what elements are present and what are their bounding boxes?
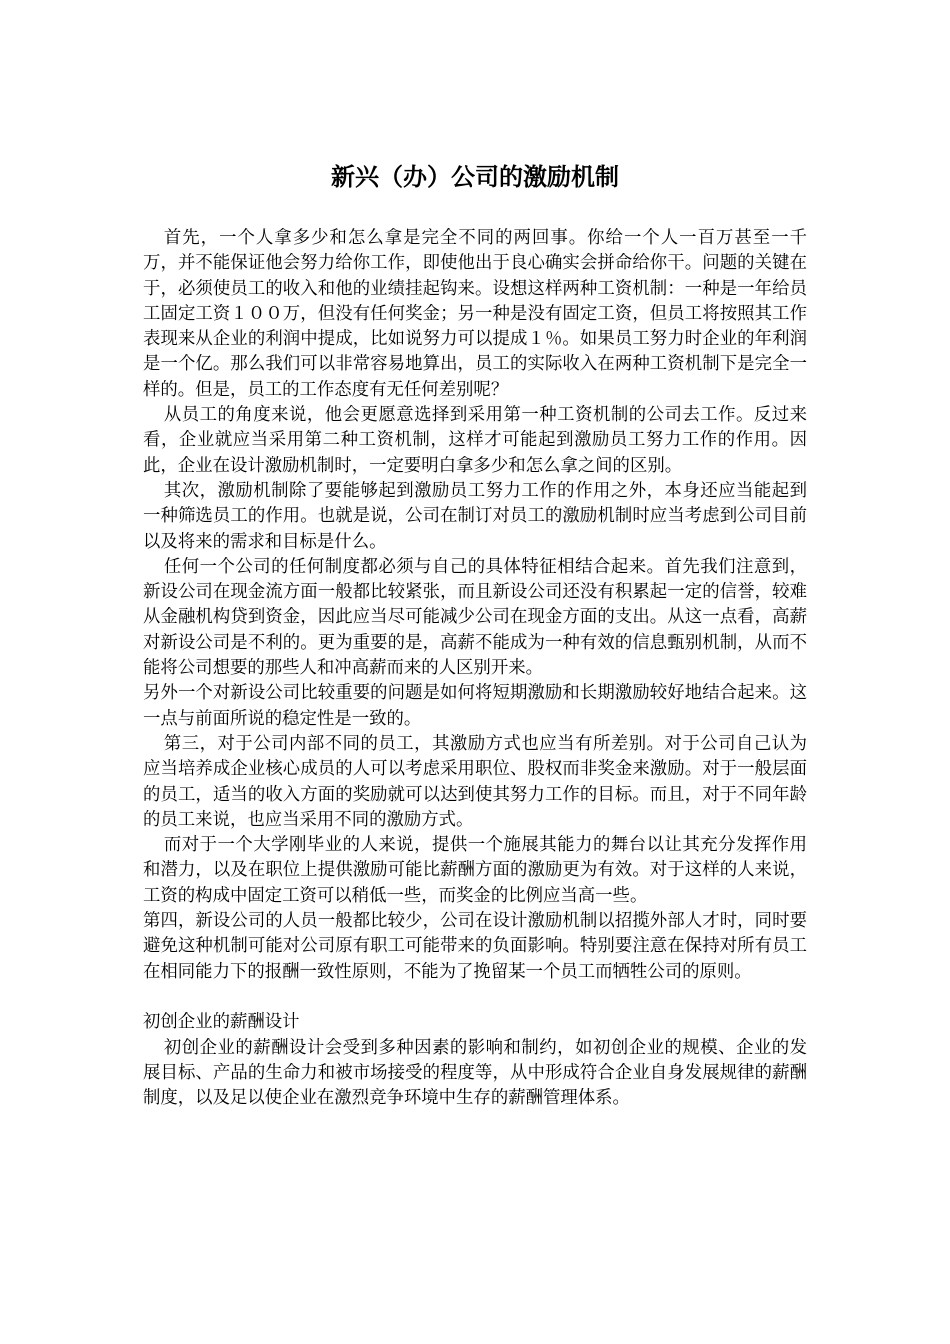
paragraph-4: 任何一个公司的任何制度都必须与自己的具体特征相结合起来。首先我们注意到，新设公司在现金流方面一般都比较紧张，而且新设公司还没有积累起一定的信誉，较难从金融机构贷到资金，因此应当尽可能减少公司在现金方面的支出。从这一点看，高薪对新设公司是不利的。更为重要的是，高薪不能成为一种有效的信息甄别机制，从而不能将公司想要的那些人和冲高薪而来的人区别开来。 (143, 556, 807, 679)
paragraph-6: 第三，对于公司内部不同的员工，其激励方式也应当有所差别。对于公司自己认为应当培养成企业核心成员的人可以考虑采用职位、股权而非奖金来激励。对于一般层面的员工，适当的收入方面的奖励就可以达到使其努力工作的目标。而且，对于不同年龄的员工来说，也应当采用不同的激励方式。 (143, 733, 807, 830)
blank-line (143, 985, 807, 1010)
paragraph-2: 从员工的角度来说，他会更愿意选择到采用第一种工资机制的公司去工作。反过来看，企业就应当采用第二种工资机制，这样才可能起到激励员工努力工作的作用。因此，企业在设计激励机制时，一定要明白拿多少和怎么拿之间的区别。 (143, 405, 807, 476)
paragraph-3: 其次，激励机制除了要能够起到激励员工努力工作的作用之外，本身还应当能起到一种筛选员工的作用。也就是说，公司在制订对员工的激励机制时应当考虑到公司目前以及将来的需求和目标是什么。 (143, 480, 807, 552)
section-heading: 初创企业的薪酬设计 (143, 1012, 300, 1033)
paragraph-5: 另外一个对新设公司比较重要的问题是如何将短期激励和长期激励较好地结合起来。这一点与前面所说的稳定性是一致的。 (143, 683, 807, 729)
paragraph-8: 第四，新设公司的人员一般都比较少，公司在设计激励机制以招揽外部人才时，同时要避免这种机制可能对公司原有职工可能带来的负面影响。特别要注意在保持对所有员工在相同能力下的报酬一致性原则，不能为了挽留某一个员工而牺牲公司的原则。 (143, 911, 807, 982)
section-paragraph: 初创企业的薪酬设计会受到多种因素的影响和制约，如初创企业的规模、企业的发展目标、产品的生命力和被市场接受的程度等，从中形成符合企业自身发展规律的薪酬制度，以及足以使企业在激烈竞争环境中生存的薪酬管理体系。 (143, 1037, 807, 1109)
paragraph-1: 首先，一个人拿多少和怎么拿是完全不同的两回事。你给一个人一百万甚至一千万，并不能保证他会努力给你工作，即使他出于良心确实会拼命给你干。问题的关键在于，必须使员工的收入和他的业绩挂起钩来。设想这样两种工资机制：一种是一年给员工固定工资１００万，但没有任何奖金；另一种是没有固定工资，但员工将按照其工作表现来从企业的利润中提成，比如说努力可以提成１％。如果员工努力时企业的年利润是一个亿。那么我们可以非常容易地算出，员工的实际收入在两种工资机制下是完全一样的。但是，员工的工作态度有无任何差别呢？ (143, 228, 807, 400)
document-title: 新兴（办）公司的激励机制 (331, 162, 619, 191)
document-body (143, 226, 807, 1111)
paragraph-7: 而对于一个大学刚毕业的人来说，提供一个施展其能力的舞台以让其充分发挥作用和潜力，以及在职位上提供激励可能比薪酬方面的激励更为有效。对于这样的人来说，工资的构成中固定工资可以稍低一些，而奖金的比例应当高一些。 (143, 835, 807, 906)
